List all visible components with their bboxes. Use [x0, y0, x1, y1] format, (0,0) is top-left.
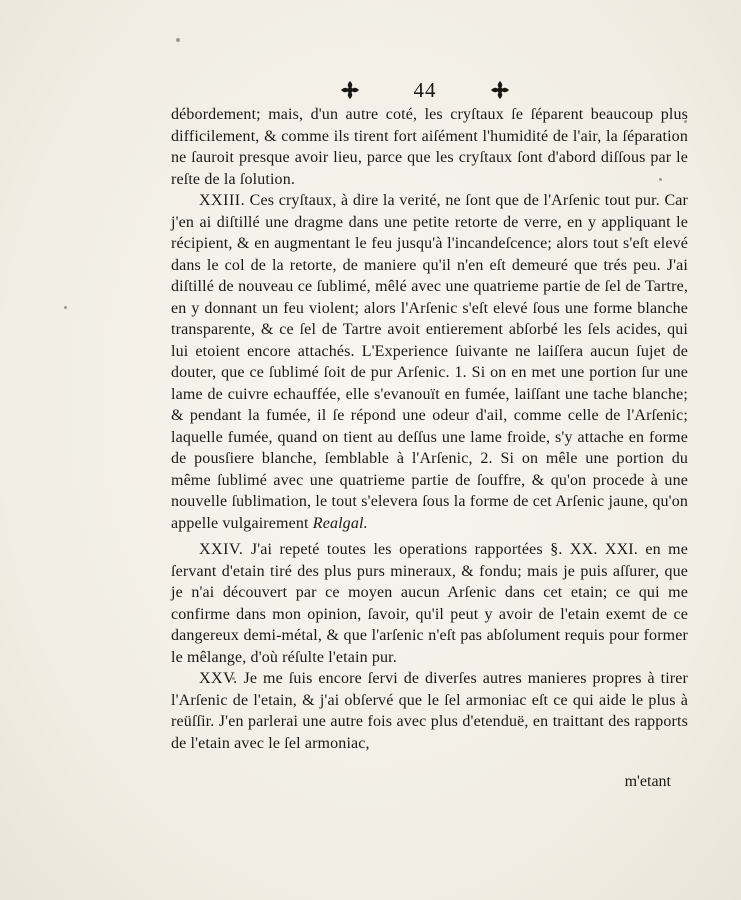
paragraph-text: J'ai repeté toutes les operations rapportées §. XX. XXI. en me ſervant d'etain tiré des plus purs mineraux, & fondu; mais je puis aſſurer, que je n'ai découvert par ce moyen aucun Arſenic dans cet etain; ce qui me confirme dans mon opinion, ſavoir, qu'il peut y avoir de l'etain exemt de ce dangereux demi-métal, & que l'arſenic n'eſt pas abſolument requis pour former le mêlange, d'où réſulte l'etain pur. [171, 541, 688, 666]
section-numeral: XXIII. [199, 192, 246, 209]
page-header [340, 76, 510, 104]
paragraph-xxiv [171, 539, 688, 668]
paragraph-xxv [171, 668, 688, 754]
fleuron-icon [490, 80, 510, 100]
paragraph-xxiii [171, 190, 688, 534]
fleuron-icon [340, 80, 360, 100]
page-number: 44 [413, 77, 437, 102]
paragraph-text: Je me ſuis encore ſervi de diverſes autres manieres propres à tirer l'Arſenic de l'etain, & j'ai obſervé que le ſel armoniac eſt ce qui aide le plus à reüſſir. J'en parlerai une autre fois avec plus d'etenduë, en traittant des rapports de l'etain avec le ſel armoniac, [171, 670, 688, 752]
section-numeral: XXIV. [199, 541, 244, 558]
italic-term: Realgal. [312, 514, 368, 532]
continuation-text: débordement; mais, d'un autre coté, les cryſtaux ſe ſéparent beaucoup plus difficilement, & comme ils tirent fort aiſément l'humidité de l'air, la ſéparation ne ſauroit presque avoir lieu, parce que les cryſtaux ſont d'abord diſſous par le reſte de la ſolution. [171, 106, 688, 188]
ink-speck [64, 306, 67, 309]
catchword: m'etant [624, 773, 671, 790]
section-numeral: XXV. [199, 670, 238, 687]
continuation-paragraph [171, 104, 688, 190]
paragraph-text: Ces cryſtaux, à dire la verité, ne ſont que de l'Arſenic tout pur. Car j'en ai diſtillé une dragme dans une petite retorte de verre, en y appliquant le récipient, & en augmentant le feu jusqu'à l'incandeſcence; alors tout s'eſt elevé dans le col de la retorte, de maniere qu'il n'en eſt demeuré que trés peu. J'ai diſtillé de nouveau ce ſublimé, mêlé avec une quatrieme partie de ſel de Tartre, en y donnant un feu violent; alors l'Arſenic s'eſt elevé ſous une forme blanche transparente, & ce ſel de Tartre avoit entierement abſorbé les ſels acides, qui lui etoient encore attachés. L'Experience ſuivante ne laiſſera aucun ſujet de douter, que ce ſublimé ſoit de pur Arſenic. 1. Si on en met une portion ſur une lame de cuivre echauffée, elle s'evanouït en fumée, laiſſant une tache blanche; & pendant la fumée, il ſe répond une odeur d'ail, comme celle de l'Arſenic; laquelle fumée, quand on tient au deſſus une lame froide, s'y attache en forme de pousſiere blanche, ſemblable à l'Arſenic, 2. Si on mêle une portion du même ſublimé avec une quatrieme partie de ſouffre, & qu'on procede à une nouvelle ſublimation, le tout s'elevera ſous la forme de cet Arſenic jaune, qu'on appelle vulgairement [171, 192, 688, 532]
ink-speck [176, 38, 180, 42]
body-text [171, 104, 688, 754]
